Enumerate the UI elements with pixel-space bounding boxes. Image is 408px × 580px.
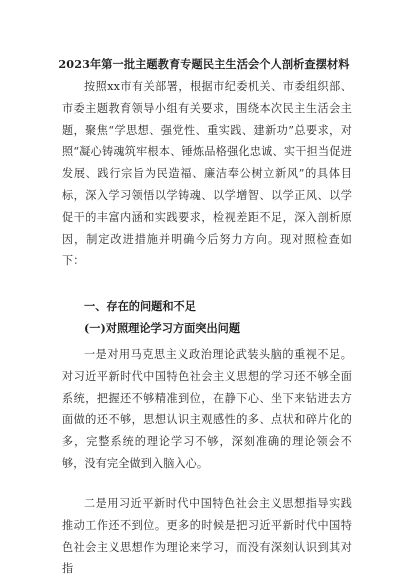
document-title: 2023年第一批主题教育专题民主生活会个人剖析查摆材料 <box>58 57 350 71</box>
subsection-heading: (一)对照理论学习方面突出问题 <box>84 321 241 335</box>
paragraph-two: 二是用习近平新时代中国特色社会主义思想指导实践推动工作还不到位。更多的时候是把习近平新时代中国特色社会主义思想作为理论来学习，而没有深刻认识到其对指 <box>62 497 352 576</box>
intro-paragraph: 按照xx市有关部署，根据市纪委机关、市委组织部、市委主题教育领导小组有关要求，围绕本次民主生活会主题，聚焦“学思想、强党性、重实践、建新功”总要求，对照“凝心铸魂筑牢根本、锤炼品格强化忠诚、实干担当促进发展、践行宗旨为民造福、廉洁奉公树立新风”的具体目标，深入学习领悟以学铸魂、以学增智、以学正风、以学促干的丰富内涵和实践要求，检视差距不足，深入剖析原因，制定改进措施并明确今后努力方向。现对照检查如下： <box>62 80 352 268</box>
section-heading: 一、存在的问题和不足 <box>84 299 196 313</box>
paragraph-one: 一是对用马克思主义政治理论武装头脑的重视不足。对习近平新时代中国特色社会主义思想的学习还不够全面系统，把握还不够精准到位，在静下心、坐下来钻进去方面做的还不够，思想认识主观感性的多、点状和碎片化的多，完整系统的理论学习不够，深刻准确的理论领会不够，没有完全做到入脑入心。 <box>62 348 352 470</box>
